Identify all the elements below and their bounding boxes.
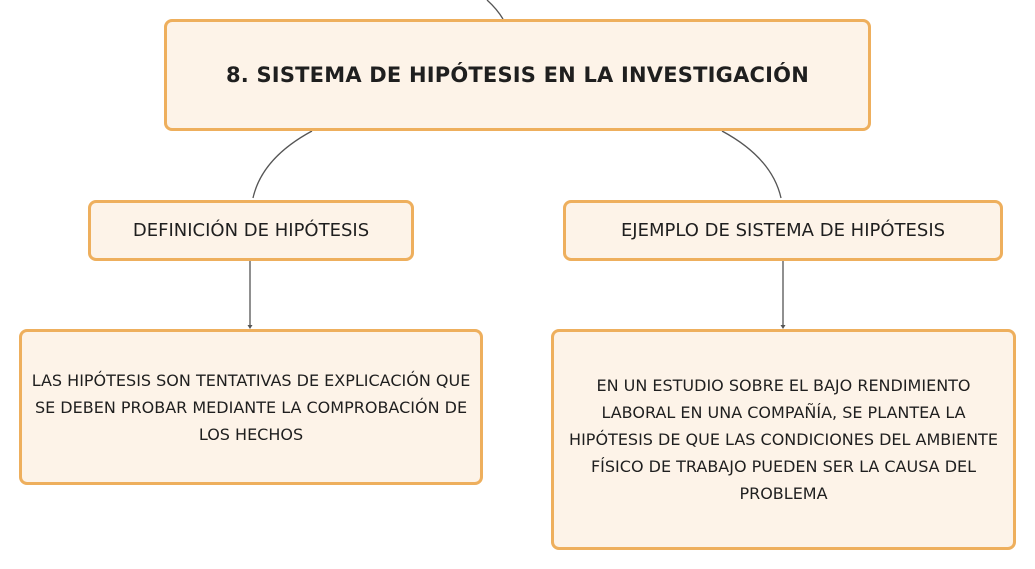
example-node-label: EJEMPLO DE SISTEMA DE HIPÓTESIS [620, 220, 946, 241]
connector-from-parent [487, 0, 503, 19]
definition-node[interactable] [88, 200, 414, 261]
connector-root-to-example [722, 131, 781, 198]
definition-detail-node[interactable] [19, 329, 483, 485]
example-detail-text: EN UN ESTUDIO SOBRE EL BAJO RENDIMIENTO LABORAL EN UNA COMPAÑÍA, SE PLANTEA LA HIPÓTESIS DE QUE LAS CONDICIONES DEL AMBIENTE FÍSICO DE TRABAJO PUEDEN SER LA CAUSA DEL PROBLEMA [569, 376, 998, 503]
root-node[interactable] [164, 19, 871, 131]
definition-node-label: DEFINICIÓN DE HIPÓTESIS [132, 220, 370, 241]
root-node-label: 8. SISTEMA DE HIPÓTESIS EN LA INVESTIGACIÓN [225, 63, 810, 87]
example-node[interactable] [563, 200, 1003, 261]
connector-root-to-definition [253, 131, 312, 198]
definition-detail-text: LAS HIPÓTESIS SON TENTATIVAS DE EXPLICACIÓN QUE SE DEBEN PROBAR MEDIANTE LA COMPROBACIÓN DE LOS HECHOS [31, 370, 471, 444]
example-detail-node[interactable] [551, 329, 1016, 550]
